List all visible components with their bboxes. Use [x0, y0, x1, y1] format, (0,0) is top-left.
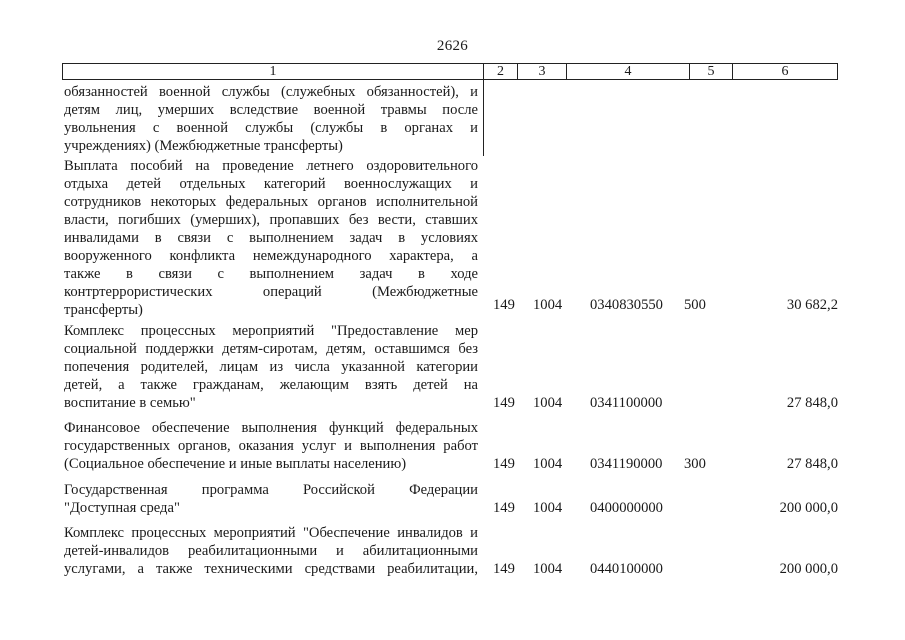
description-line: Комплекс процессных мероприятий "Предоставление мер — [64, 323, 478, 339]
section-code: 1004 — [533, 561, 563, 577]
description-line: власти, погибших (умерших), пропавших без вести, ставших — [64, 212, 478, 228]
header-col-4: 4 — [567, 64, 690, 79]
row-description — [64, 481, 478, 517]
section-code: 1004 — [533, 297, 563, 313]
description-line: (Социальное обеспечение и иные выплаты населению) — [64, 456, 407, 472]
description-line: также в связи с выполнением задач в ходе — [64, 266, 478, 282]
page-number: 2626 — [436, 38, 469, 54]
description-line: услугами, а также техническими средствами реабилитации, — [64, 561, 478, 577]
description-line: детям лиц, умерших вследствие военной травмы после — [64, 102, 478, 118]
row-description — [64, 524, 478, 578]
amount: 30 682,2 — [786, 297, 838, 313]
ved-code: 149 — [493, 395, 515, 411]
amount: 200 000,0 — [779, 561, 838, 577]
row-description — [64, 157, 478, 319]
description-line: Финансовое обеспечение выполнения функций федеральных — [64, 420, 478, 436]
target-article-code: 0341100000 — [590, 395, 663, 411]
target-article-code: 0400000000 — [590, 500, 663, 516]
row-description — [64, 322, 478, 412]
header-col-2: 2 — [484, 64, 518, 79]
ved-code: 149 — [493, 500, 515, 516]
row-description — [64, 83, 478, 155]
expense-type-code: 300 — [684, 456, 706, 472]
target-article-code: 0440100000 — [590, 561, 663, 577]
ved-code: 149 — [493, 561, 515, 577]
amount: 27 848,0 — [786, 456, 838, 472]
description-line: сотрудников некоторых федеральных органов исполнительной — [64, 194, 478, 210]
section-code: 1004 — [533, 500, 563, 516]
target-article-code: 0341190000 — [590, 456, 663, 472]
target-article-code: 0340830550 — [590, 297, 663, 313]
amount: 200 000,0 — [779, 500, 838, 516]
section-code: 1004 — [533, 456, 563, 472]
table-header — [62, 63, 838, 80]
description-line: детей, а также гражданам, желающим взять детей на — [64, 377, 478, 393]
header-col-6: 6 — [781, 64, 789, 79]
description-line: детей-инвалидов реабилитационными и абилитационными — [64, 543, 478, 559]
description-line: обязанностей военной службы (служебных обязанностей), и — [64, 84, 478, 100]
column-divider — [483, 80, 484, 156]
description-line: учреждениях) (Межбюджетные трансферты) — [64, 138, 343, 154]
description-line: инвалидами в связи с выполнением задач в условиях — [64, 230, 478, 246]
description-line: увольнения с военной службы (службы в органах и — [64, 120, 478, 136]
description-line: контртеррористических операций (Межбюджетные — [64, 284, 478, 300]
description-line: Комплекс процессных мероприятий "Обеспечение инвалидов и — [64, 525, 478, 541]
description-line: отдыха детей отдельных категорий военнослужащих и — [64, 176, 478, 192]
description-line: попечения родителей, лицам из числа указанной категории — [64, 359, 478, 375]
description-line: социальной поддержки детям-сиротам, детям, оставшимся без — [64, 341, 478, 357]
row-description — [64, 419, 478, 473]
description-line: Выплата пособий на проведение летнего оздоровительного — [64, 158, 478, 174]
description-line: воспитание в семью" — [64, 395, 196, 411]
header-col-1: 1 — [63, 64, 484, 79]
ved-code: 149 — [493, 456, 515, 472]
expense-type-code: 500 — [684, 297, 706, 313]
header-col-5: 5 — [690, 64, 733, 79]
amount: 27 848,0 — [786, 395, 838, 411]
description-line: трансферты) — [64, 302, 143, 318]
description-line: Государственная программа Российской Федерации — [64, 482, 478, 498]
description-line: вооруженного конфликта немеждународного характера, а — [64, 248, 478, 264]
description-line: государственных органов, оказания услуг и выполнения работ — [64, 438, 478, 454]
ved-code: 149 — [493, 297, 515, 313]
header-col-3: 3 — [518, 64, 567, 79]
description-line: "Доступная среда" — [64, 500, 180, 516]
section-code: 1004 — [533, 395, 563, 411]
